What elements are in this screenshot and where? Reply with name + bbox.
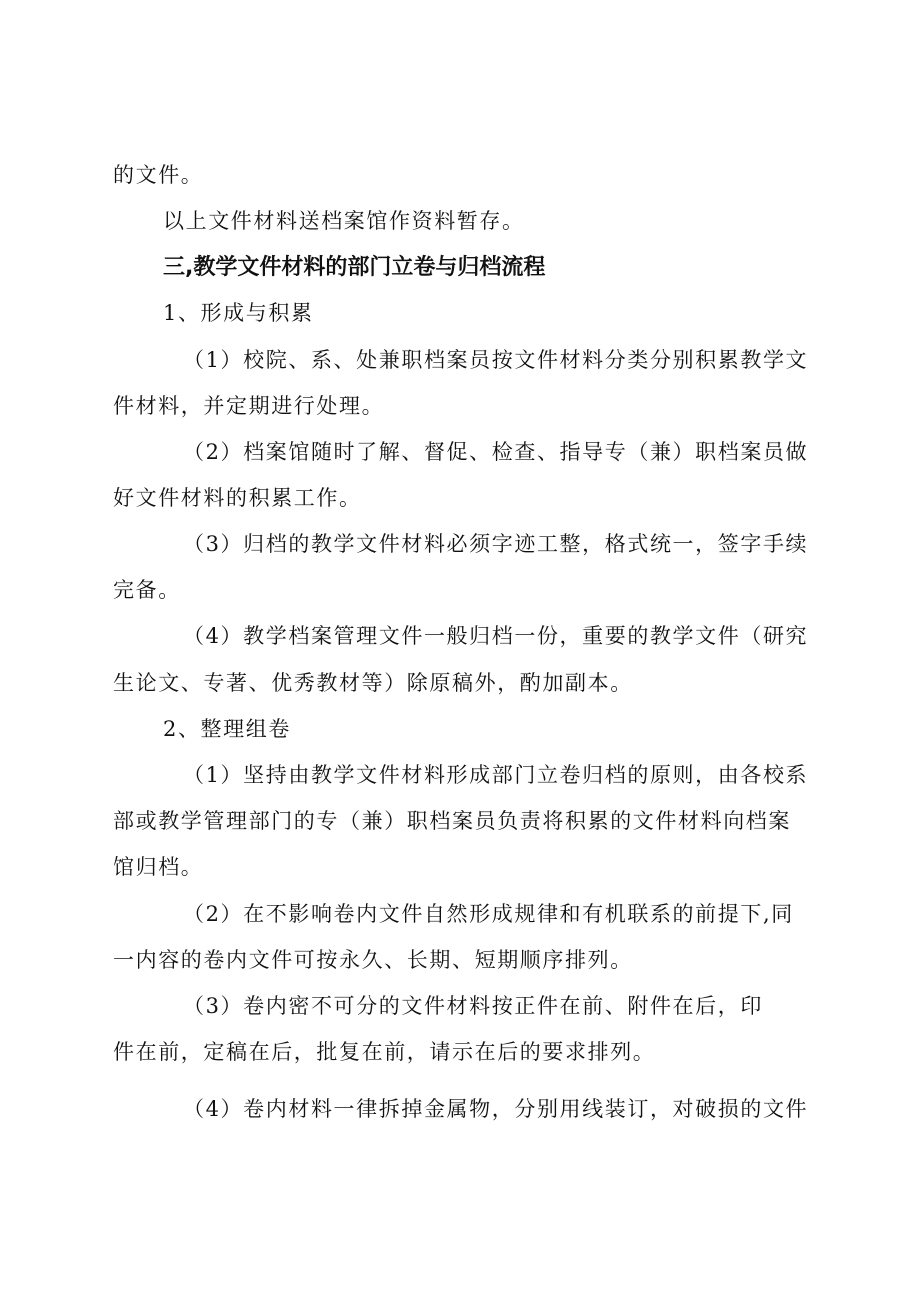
subsection-heading: 1、形成与积累 [163,301,314,325]
text-line: （3）归档的教学文件材料必须字迹工整，格式统一，签字手续 [183,532,809,556]
section-heading: 三,教学文件材料的部门立卷与归档流程 [163,255,546,280]
text-line: 一内容的卷内文件可按永久、长期、短期顺序排列。 [113,948,633,972]
text-line: 的文件。 [113,163,204,187]
text-line: （1）校院、系、处兼职档案员按文件材料分类分别积累教学文 [183,348,809,372]
text-line: 好文件材料的积累工作。 [113,486,362,510]
text-line: 件材料，并定期进行处理。 [113,394,385,418]
text-line: 以上文件材料送档案馆作资料暂存。 [163,209,525,233]
text-line: （2）在不影响卷内文件自然形成规律和有机联系的前提下,同 [183,902,794,926]
text-line: （1）坚持由教学文件材料形成部门立卷归档的原则，由各校系 [183,763,809,787]
text-line: （3）卷内密不可分的文件材料按正件在前、附件在后，印 [183,994,763,1018]
text-line: （4）教学档案管理文件一般归档一份，重要的教学文件（研究 [183,624,809,648]
text-line: 件在前，定稿在后，批复在前，请示在后的要求排列。 [113,1040,656,1064]
text-line: 部或教学管理部门的专（兼）职档案员负责将积累的文件材料向档案 [113,809,791,833]
text-line: 完备。 [113,578,181,602]
text-line: 生论文、专著、优秀教材等）除原稿外，酌加副本。 [113,671,633,695]
text-line: （4）卷内材料一律拆掉金属物，分别用线装订，对破损的文件 [183,1097,809,1121]
text-line: （2）档案馆随时了解、督促、检查、指导专（兼）职档案员做 [183,440,809,464]
text-line: 馆归档。 [113,855,204,879]
subsection-heading: 2、整理组卷 [163,717,291,741]
